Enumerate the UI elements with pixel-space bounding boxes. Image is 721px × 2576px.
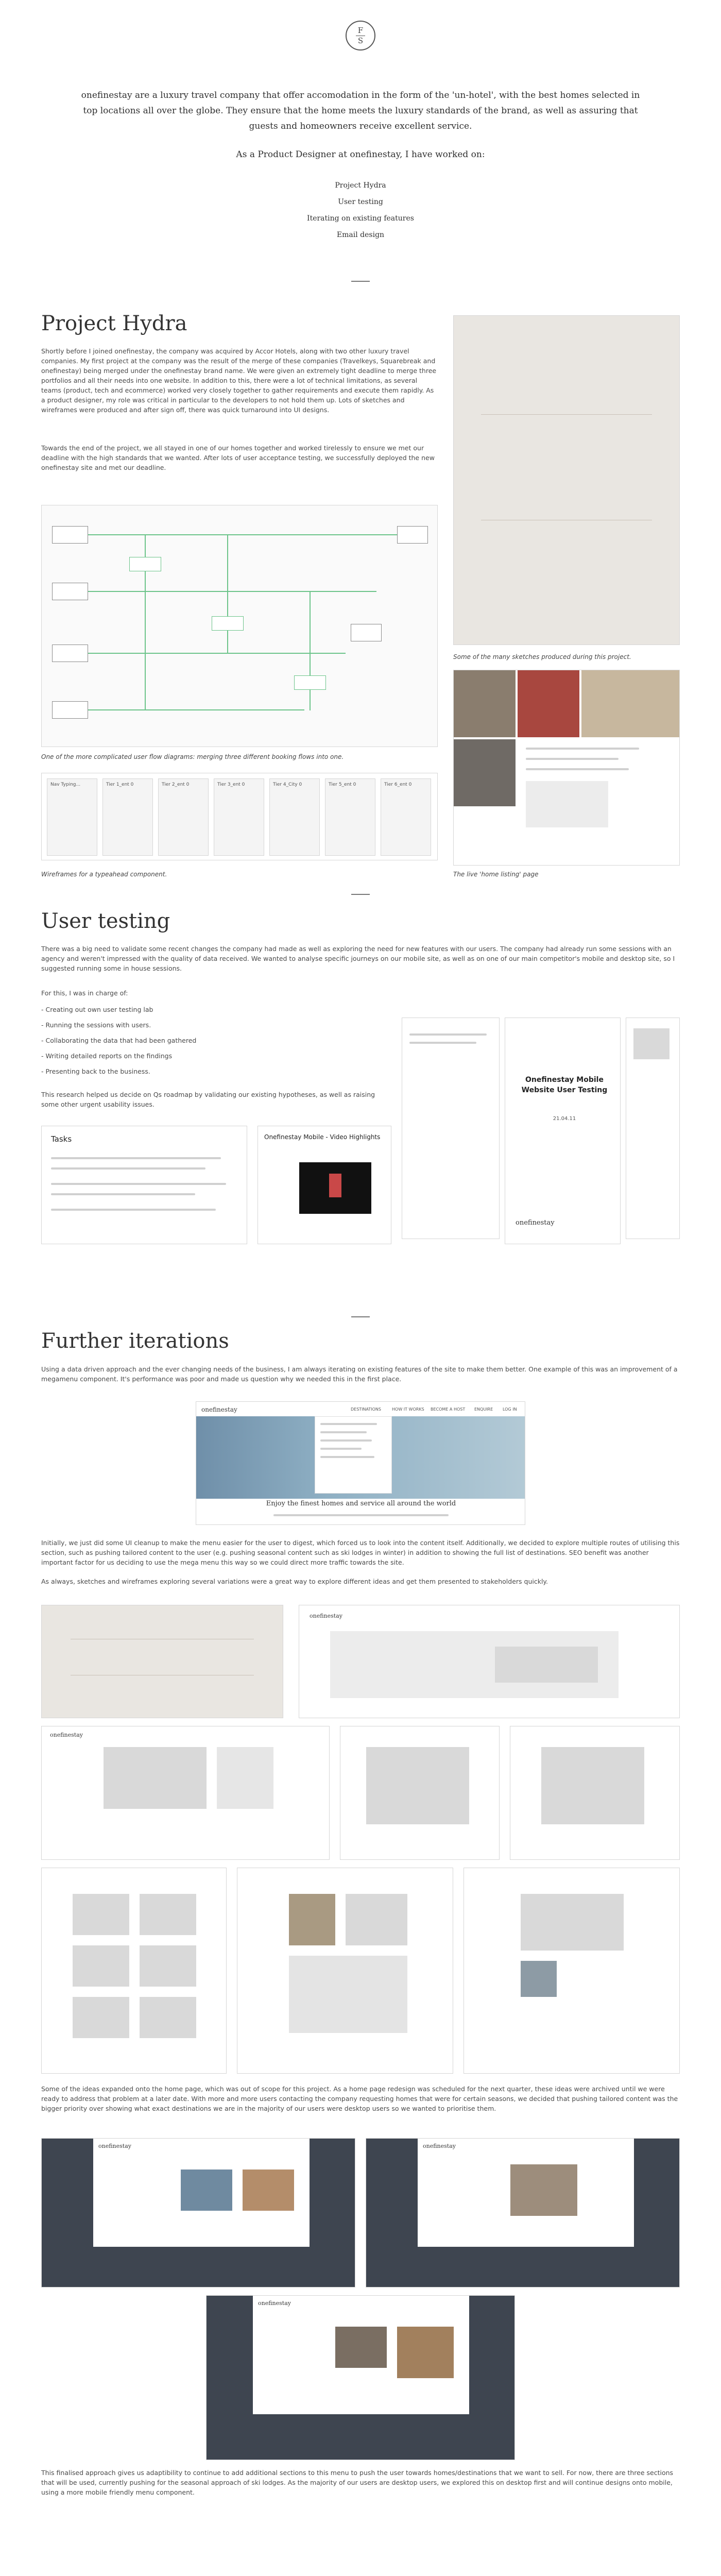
user-flow-diagram: [41, 505, 438, 747]
iterations-paragraph-1: Using a data driven approach and the ever changing needs of the business, I am always iterating on existing features of the site to make them better. One example of this was an improvement of a megamenu component. It's performance was poor and made us question why we needed this in the first place.: [41, 1365, 678, 1383]
flow-node: [129, 557, 161, 571]
logo-letter-top: F: [357, 25, 364, 35]
toc-item-iterations[interactable]: Iterating on existing features: [307, 214, 414, 223]
video-phone-preview: [329, 1174, 341, 1197]
menu-photo: [243, 2170, 294, 2211]
homepage-wireframe-2: [237, 1868, 453, 2074]
menu-photo: [397, 2327, 454, 2378]
slide-title: Onefinestay Mobile - Video Highlights: [264, 1133, 381, 1141]
testing-list-item: - Presenting back to the business.: [41, 1067, 150, 1075]
slide-text-line: [51, 1193, 195, 1195]
site-logo: onefinestay: [423, 2143, 456, 2149]
homepage-wireframe-3: [464, 1868, 680, 2074]
wireframe-card: [214, 778, 264, 856]
listing-photo: [454, 739, 516, 806]
toc-item-testing[interactable]: User testing: [338, 198, 383, 206]
flow-node: [294, 675, 326, 690]
wireframe-tile: [140, 1894, 196, 1935]
wireframe-tile: [73, 1894, 129, 1935]
wireframe-tile: [73, 1997, 129, 2038]
megamenu-wireframe-4: [510, 1726, 680, 1860]
flow-node: [397, 526, 428, 544]
intro-role-line: As a Product Designer at onefinestay, I have worked on:: [236, 149, 485, 160]
hydra-paragraph-1: Shortly before I joined onefinestay, the company was acquired by Accor Hotels, along with two other luxury travel companies. My first project at the company was the result of the merge of these companies (Travelkeys, Squarebreak and onefinestay) being merged under the onefinestay brand name. We were given an extremely tight deadline to merge three portfolios and all their needs into one website. In addition to this, there were a lot of technical limitations, as several teams (product, tech and ecommerce) worked very closely together to gather requirements and execute them rapidly. As a product designer, my role was critical in particular to the developers to not hold them up. Lots of sketches and wireframes were produced and after sign off, there was quick turnaround into UI designs.: [41, 347, 437, 414]
wireframe-card: [102, 778, 153, 856]
caption-sketches: Some of the many sketches produced during this project.: [453, 653, 631, 660]
flow-node: [52, 526, 88, 544]
report-image: [633, 1028, 670, 1059]
wireframe-label: Tier 1_ent 0: [106, 782, 134, 787]
toc-item-hydra[interactable]: Project Hydra: [335, 181, 386, 190]
report-date: 21.04.11: [553, 1116, 576, 1122]
section-divider: [351, 1316, 370, 1317]
caption-flow: One of the more complicated user flow diagrams: merging three different booking flows into one.: [41, 753, 344, 760]
hero-search-bar[interactable]: [273, 1514, 449, 1516]
menu-line: [320, 1431, 367, 1433]
site-logo: onefinestay: [98, 2143, 131, 2149]
site-logo: onefinestay: [258, 2300, 291, 2307]
flow-connector: [88, 653, 346, 654]
wireframe-card: [158, 778, 209, 856]
megamenu-dropdown[interactable]: [315, 1416, 392, 1494]
wireframe-tile: [140, 1997, 196, 2038]
hero-tagline: Enjoy the finest homes and service all around the world: [266, 1500, 456, 1507]
wireframe-label: Tier 5_ent 0: [329, 782, 356, 787]
wireframe-block: [104, 1747, 207, 1809]
hero-image: [196, 1416, 525, 1499]
nav-login[interactable]: LOG IN: [503, 1407, 517, 1412]
report-cover: [505, 1018, 621, 1244]
menu-line: [320, 1456, 374, 1458]
slide-text-line: [51, 1157, 221, 1159]
menu-photo: [510, 2164, 577, 2216]
nav-how-it-works[interactable]: HOW IT WORKS: [392, 1407, 424, 1412]
section-divider: [351, 281, 370, 282]
report-line: [409, 1033, 487, 1036]
wireframe-image: [495, 1647, 598, 1683]
wireframe-photo: [289, 1894, 335, 1945]
iterations-paragraph-5: This finalised approach gives us adaptibility to continue to add additional sections to this menu to push the user towards homes/destinations that we want to sell. For now, there are three sections that will be used, currently pushing for the seasonal approach of ski lodges. As the majority of our users are desktop users, we explored this on desktop first and will continue designs onto mobile, using a more mobile friendly menu component.: [41, 2469, 674, 2496]
menu-photo: [181, 2170, 232, 2211]
flow-node: [212, 616, 244, 631]
iterations-paragraph-4: Some of the ideas expanded onto the home page, which was out of scope for this project. As a home page redesign was scheduled for the next quarter, these ideas were archived until we were ready to address that problem at a later date. With more and more users contacting the company requesting homes that were for certain seasons, we decided that pushing tailored content was the bigger priority over showing what exact destinations we are in the majority of our users were desktop users so we wanted to prioritise them.: [41, 2085, 678, 2112]
final-menu-panel: [93, 2139, 310, 2247]
final-menu-screen-3: [206, 2295, 515, 2460]
wireframe-block: [289, 1956, 407, 2033]
testing-list-item: - Running the sessions with users.: [41, 1021, 151, 1029]
final-menu-screen-1: [41, 2138, 355, 2287]
iterations-paragraph-3: As always, sketches and wireframes exploring several variations were a great way to explore different ideas and get them presented to stakeholders quickly.: [41, 1578, 548, 1585]
iterations-title: Further iterations: [41, 1329, 229, 1353]
slide-video-highlights: [258, 1126, 391, 1244]
flow-node: [351, 624, 382, 641]
wireframe-tile: [140, 1945, 196, 1987]
megamenu-wireframe-1: [299, 1605, 680, 1718]
wireframe-tile: [73, 1945, 129, 1987]
wireframe-label: Tier 2_ent 0: [162, 782, 190, 787]
wireframe-card: [47, 778, 97, 856]
listing-photo: [581, 670, 680, 737]
logo-letter-bottom: S: [357, 36, 364, 45]
megamenu-wireframe-3: [340, 1726, 500, 1860]
menu-line: [320, 1439, 372, 1442]
listing-booking-panel: [526, 781, 608, 827]
megamenu-screenshot: [196, 1401, 525, 1525]
testing-intro: There was a big need to validate some recent changes the company had made as well as exploring the need for new features with our users. The company had already run some sessions with an agency and weren't impressed with the quality of data received. We wanted to analyse specific journeys on our mobile site, as well as on one of our main competitor's mobile and desktop site, so I suggested running some in house sessions.: [41, 945, 675, 972]
slide-text-line: [51, 1183, 226, 1185]
intro-paragraph: onefinestay are a luxury travel company that offer accomodation in the form of the 'un-hotel', with the best homes selected in top locations all over the globe. They ensure that the home meets the luxury standards of the brand, as well as assuring that guests and homeowners receive excellent service.: [81, 90, 640, 131]
final-menu-panel: [418, 2139, 634, 2247]
menu-photo: [335, 2327, 387, 2368]
wireframe-card: [381, 778, 431, 856]
flow-node: [52, 701, 88, 719]
nav-enquire[interactable]: ENQUIRE: [474, 1407, 493, 1412]
listing-text-line: [526, 768, 629, 770]
listing-text-line: [526, 748, 639, 750]
nav-destinations[interactable]: DESTINATIONS: [351, 1407, 381, 1412]
report-page-side: [626, 1018, 680, 1239]
listing-photo: [518, 670, 579, 737]
wireframe-block: [366, 1747, 469, 1824]
flow-connector: [88, 591, 376, 592]
sketches-photo: [453, 315, 680, 645]
testing-list-item: - Writing detailed reports on the findings: [41, 1052, 173, 1060]
final-menu-screen-2: [366, 2138, 680, 2287]
site-logo: onefinestay: [201, 1406, 237, 1413]
flow-connector: [88, 534, 407, 535]
nav-become-host[interactable]: BECOME A HOST: [431, 1407, 466, 1412]
wireframe-block: [217, 1747, 273, 1809]
hydra-paragraph-2: Towards the end of the project, we all stayed in one of our homes together and worked tirelessly to ensure we met our deadline with the high standards that we wanted. After lots of user acceptance testing, we successfully deployed the new onefinestay site and met our deadline.: [41, 444, 435, 471]
iterations-paragraph-2: Initially, we just did some UI cleanup to make the menu easier for the user to digest, which forced us to look into the content itself. Additionally, we decided to explore multiple routes of utilising this section, such as pushing tailored content to the user (e.g. pushing seasonal content such as ski lodges in winter) in addition to showing the full list of destinations. SEO benefit was another important factor for us deciding to use the mega menu this way so we could direct more traffic towards the site.: [41, 1539, 680, 1566]
caption-ui: The live 'home listing' page: [453, 871, 539, 878]
home-listing-ui: [453, 670, 680, 866]
wireframe-block: [521, 1894, 624, 1951]
menu-line: [320, 1448, 362, 1450]
flow-node: [52, 583, 88, 600]
final-menu-panel: [253, 2296, 469, 2414]
report-line: [409, 1042, 476, 1044]
toc-item-email[interactable]: Email design: [336, 231, 385, 239]
section-divider: [351, 894, 370, 895]
slide-text-line: [51, 1209, 216, 1211]
wireframe-label: Nav Typing...: [50, 782, 81, 787]
wireframe-label: Tier 6_ent 0: [384, 782, 412, 787]
hydra-title: Project Hydra: [41, 312, 187, 335]
wireframe-card: [325, 778, 375, 856]
brand-logo: [346, 21, 375, 50]
flow-connector: [88, 709, 304, 710]
slide-text-line: [51, 1167, 205, 1170]
site-logo: onefinestay: [310, 1613, 342, 1619]
flow-connector: [310, 591, 311, 710]
listing-photo: [454, 670, 516, 737]
report-brand: onefinestay: [516, 1219, 555, 1227]
site-logo: onefinestay: [50, 1732, 83, 1738]
homepage-wireframe-1: [41, 1868, 227, 2074]
report-title: Onefinestay Mobile Website User Testing: [521, 1076, 608, 1094]
testing-title: User testing: [41, 909, 170, 933]
slide-tasks: [41, 1126, 247, 1244]
testing-list-item: - Collaborating the data that had been gathered: [41, 1037, 197, 1044]
wireframe-block: [346, 1894, 407, 1945]
flow-connector: [227, 534, 228, 654]
wireframe-block: [541, 1747, 644, 1824]
video-thumbnail[interactable]: [299, 1162, 371, 1214]
typeahead-wireframes: [41, 773, 438, 860]
slide-title: Tasks: [51, 1134, 72, 1144]
wireframe-card: [269, 778, 320, 856]
testing-list-heading: For this, I was in charge of:: [41, 989, 128, 997]
menu-line: [320, 1423, 377, 1425]
testing-list-item: - Creating out own user testing lab: [41, 1006, 153, 1013]
report-page-small: [402, 1018, 500, 1239]
flow-node: [52, 645, 88, 662]
listing-text-line: [526, 758, 619, 760]
caption-wireframes: Wireframes for a typeahead component.: [41, 871, 167, 878]
megamenu-sketches: [41, 1605, 283, 1718]
wireframe-label: Tier 3_ent 0: [217, 782, 245, 787]
testing-closing: This research helped us decide on Qs roadmap by validating our existing hypotheses, as well as raising some other urgent usability issues.: [41, 1091, 375, 1108]
wireframe-label: Tier 4_City 0: [273, 782, 302, 787]
megamenu-wireframe-2: [41, 1726, 330, 1860]
wireframe-photo: [521, 1961, 557, 1997]
